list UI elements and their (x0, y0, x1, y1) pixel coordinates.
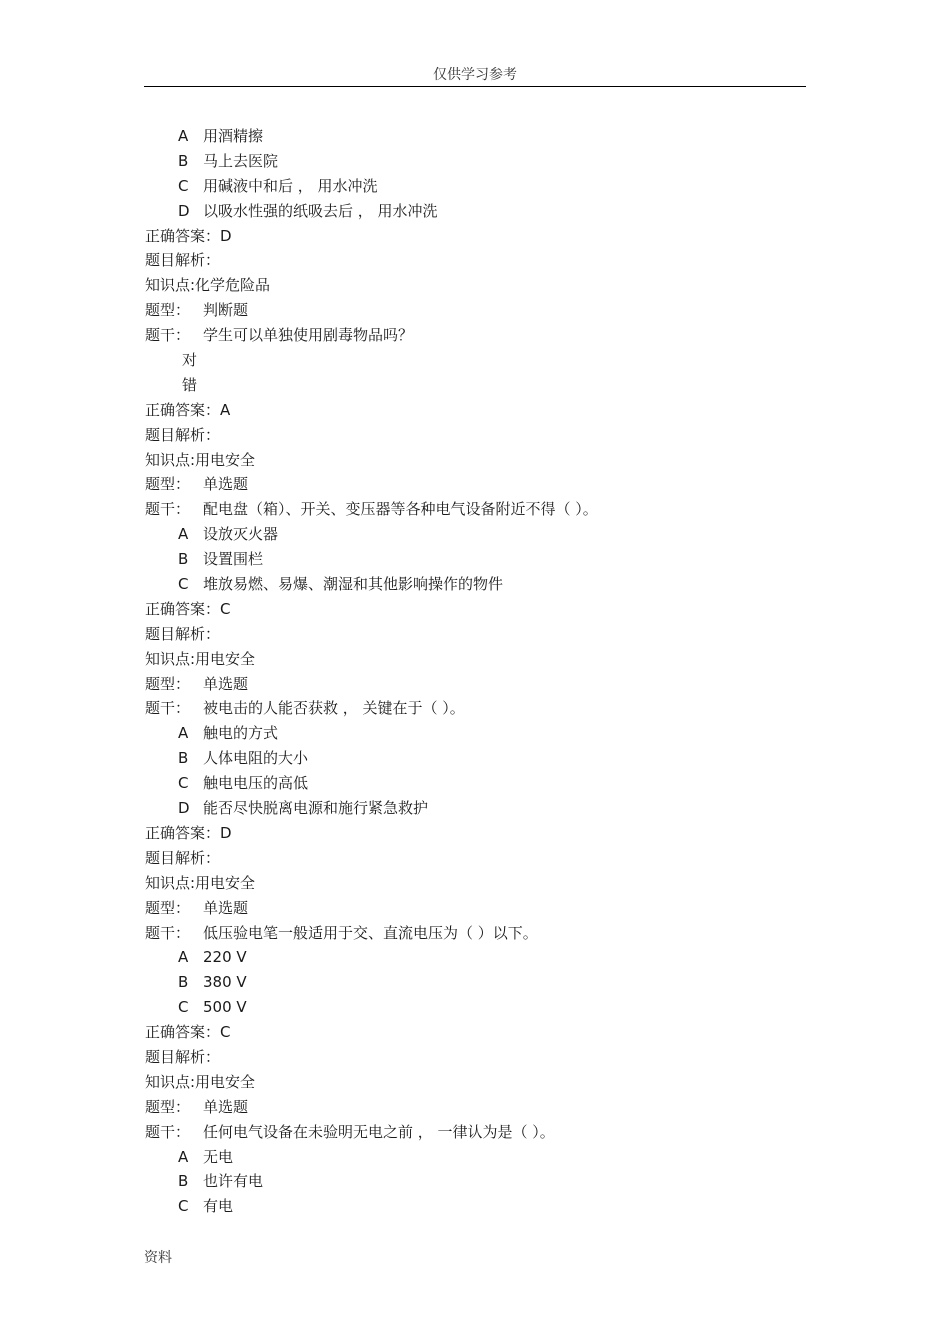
option-b (145, 149, 805, 174)
stem-value: 低压验电笔一般适用于交、直流电压为（ ）以下。 (203, 923, 538, 942)
type-label: 题型： (145, 898, 191, 917)
option-text: 马上去医院 (203, 151, 279, 170)
correct-answer: 正确答案：C (145, 599, 231, 618)
option-c (145, 771, 805, 796)
type-value: 单选题 (203, 674, 249, 693)
type-value: 单选题 (203, 898, 249, 917)
option-text: 堆放易燃、易爆、潮湿和其他影响操作的物件 (203, 575, 504, 594)
question-stem (145, 1120, 805, 1145)
option-d (145, 199, 805, 224)
stem-value: 配电盘（箱）、开关、变压器等各种电气设备附近不得（ ）。 (203, 500, 598, 519)
option-text: 有电 (203, 1197, 234, 1216)
correct-answer: 正确答案：C (145, 1023, 231, 1042)
option-letter: A (178, 1147, 189, 1166)
option-text: 220 V (203, 948, 247, 967)
knowledge-point: 知识点:用电安全 (145, 450, 256, 469)
option-b (145, 970, 805, 995)
question-stem (145, 323, 805, 348)
type-label: 题型： (145, 475, 191, 494)
option-text: 以吸水性强的纸吸去后 ， 用水冲洗 (203, 201, 438, 220)
option-text: 人体电阻的大小 (203, 749, 309, 768)
type-value: 判断题 (203, 301, 249, 320)
stem-value: 任何电气设备在未验明无电之前 ， 一律认为是（ ）。 (203, 1122, 555, 1141)
option-text: 380 V (203, 973, 247, 992)
option-a (145, 124, 805, 149)
type-value: 单选题 (203, 1097, 249, 1116)
option-letter: A (178, 724, 189, 743)
option-text: 触电电压的高低 (203, 774, 309, 793)
stem-label: 题干： (145, 699, 191, 718)
option-text: 设置围栏 (203, 550, 264, 569)
option-letter: C (178, 998, 189, 1017)
option-letter: C (178, 575, 189, 594)
option-letter: C (178, 774, 189, 793)
option-c (145, 1194, 805, 1219)
page-header: 仅供学习参考 (144, 64, 806, 87)
option-text: 也许有电 (203, 1172, 264, 1191)
correct-answer: 正确答案：D (145, 226, 232, 245)
question-stem (145, 497, 805, 522)
stem-label: 题干： (145, 326, 191, 345)
option-letter: A (178, 127, 189, 145)
type-value: 单选题 (203, 475, 249, 494)
option-letter: B (178, 1172, 189, 1191)
option-letter: B (178, 749, 189, 768)
option-text: 能否尽快脱离电源和施行紧急救护 (203, 799, 429, 818)
knowledge-point: 知识点:用电安全 (145, 649, 256, 668)
option-letter: D (178, 201, 190, 220)
question-analysis: 题目解析： (145, 624, 221, 643)
option-c (145, 174, 805, 199)
knowledge-point: 知识点:用电安全 (145, 1072, 256, 1091)
option-a (145, 522, 805, 547)
option-c (145, 572, 805, 597)
option-letter: D (178, 799, 190, 818)
option-b (145, 547, 805, 572)
question-analysis: 题目解析： (145, 848, 221, 867)
knowledge-point: 知识点:化学危险品 (145, 276, 271, 295)
option-text: 无电 (203, 1147, 234, 1166)
option-letter: A (178, 948, 189, 967)
option-text: 设放灭火器 (203, 525, 279, 544)
question-type (145, 472, 805, 497)
option-b (145, 1169, 805, 1194)
question-type (145, 1095, 805, 1120)
option-letter: C (178, 1197, 189, 1216)
option-text: 用碱液中和后 ， 用水冲洗 (203, 176, 378, 195)
option-letter: B (178, 151, 189, 170)
tf-option-false: 错 (182, 375, 198, 394)
question-type (145, 672, 805, 697)
option-letter: C (178, 176, 189, 195)
option-text: 500 V (203, 998, 247, 1017)
stem-label: 题干： (145, 1122, 191, 1141)
option-a (145, 721, 805, 746)
tf-option-true: 对 (182, 351, 198, 370)
page-footer: 资料 (144, 1250, 172, 1266)
option-text: 触电的方式 (203, 724, 279, 743)
stem-value: 被电击的人能否获救 ， 关键在于（ ）。 (203, 699, 465, 718)
knowledge-point: 知识点:用电安全 (145, 873, 256, 892)
option-a (145, 1145, 805, 1170)
question-analysis: 题目解析： (145, 1047, 221, 1066)
stem-label: 题干： (145, 500, 191, 519)
question-type (145, 298, 805, 323)
question-content (145, 124, 805, 1219)
correct-answer: 正确答案：D (145, 823, 232, 842)
question-stem (145, 696, 805, 721)
option-letter: B (178, 550, 189, 569)
option-text: 用酒精擦 (203, 127, 264, 145)
option-c (145, 995, 805, 1020)
type-label: 题型： (145, 674, 191, 693)
option-d (145, 796, 805, 821)
question-analysis: 题目解析： (145, 251, 221, 270)
question-analysis: 题目解析： (145, 425, 221, 444)
option-b (145, 746, 805, 771)
correct-answer: 正确答案：A (145, 400, 231, 419)
question-stem (145, 921, 805, 946)
stem-value: 学生可以单独使用剧毒物品吗？ (203, 326, 414, 345)
stem-label: 题干： (145, 923, 191, 942)
option-a (145, 945, 805, 970)
option-letter: B (178, 973, 189, 992)
type-label: 题型： (145, 301, 191, 320)
question-type (145, 896, 805, 921)
option-letter: A (178, 525, 189, 544)
type-label: 题型： (145, 1097, 191, 1116)
